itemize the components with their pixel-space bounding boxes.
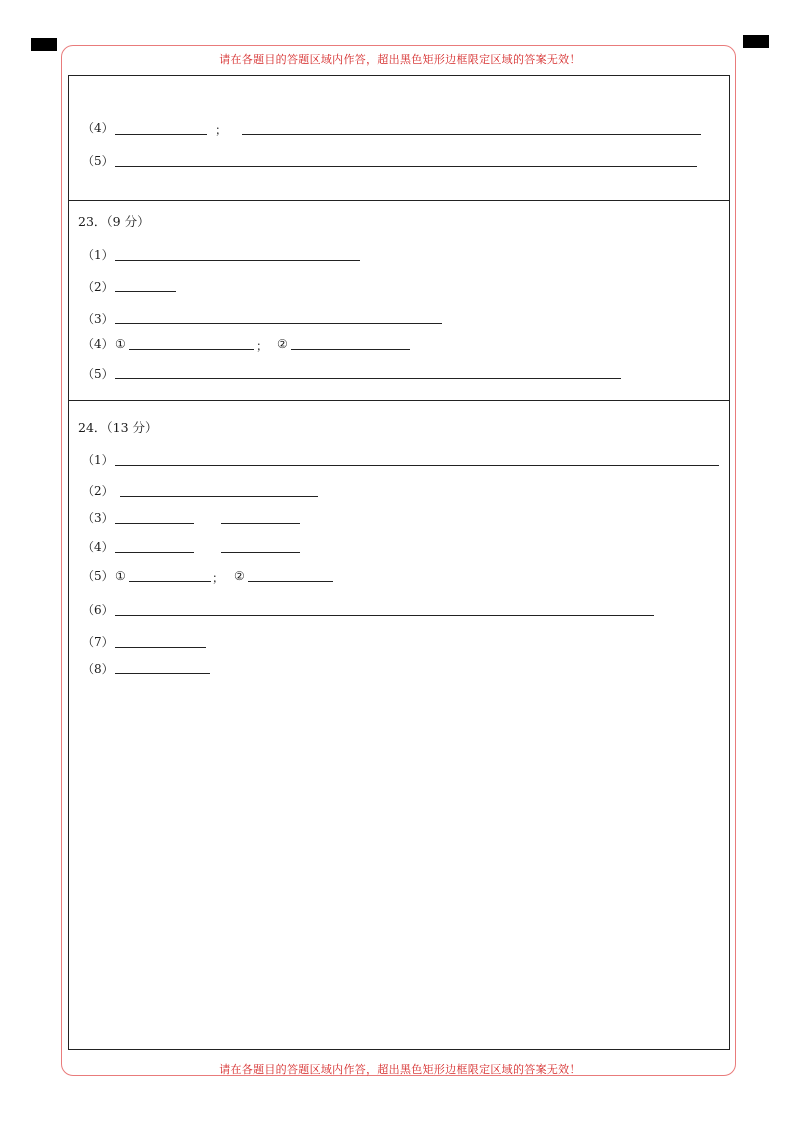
q23-item4-circle-2: ② xyxy=(277,337,288,351)
q23-item4-label: （4） xyxy=(82,337,114,351)
q23-item4-blank-1[interactable] xyxy=(129,349,254,350)
q23-item5-blank[interactable] xyxy=(115,378,621,379)
q24-item4-blank-2[interactable] xyxy=(221,552,300,553)
q24-item6-blank[interactable] xyxy=(115,615,654,616)
q23-item4-circle-1: ① xyxy=(115,337,126,351)
q24-item7-label: （7） xyxy=(82,635,114,649)
q24-item3-blank-2[interactable] xyxy=(221,523,300,524)
q24-item5-circle-1: ① xyxy=(115,569,126,583)
q24-item4-blank-1[interactable] xyxy=(115,552,194,553)
alignment-marker-left xyxy=(31,38,57,51)
q22-item5-blank[interactable] xyxy=(115,166,697,167)
q23-item4-separator: ； xyxy=(256,339,269,353)
q24-item5-circle-2: ② xyxy=(234,569,245,583)
q24-item5-blank-2[interactable] xyxy=(248,581,333,582)
q24-item8-blank[interactable] xyxy=(115,673,210,674)
q23-item5-label: （5） xyxy=(82,367,114,381)
q24-heading: 24．（13 分） xyxy=(78,420,158,435)
q22-item4-separator: ； xyxy=(215,123,228,137)
q22-item4-blank-1[interactable] xyxy=(115,134,207,135)
q23-item1-blank[interactable] xyxy=(115,260,360,261)
q24-item8-label: （8） xyxy=(82,662,114,676)
q23-item2-label: （2） xyxy=(82,280,114,294)
q24-item6-label: （6） xyxy=(82,603,114,617)
q23-heading: 23．（9 分） xyxy=(78,214,150,229)
q22-item4-blank-2[interactable] xyxy=(242,134,701,135)
q24-item5-blank-1[interactable] xyxy=(129,581,211,582)
q23-item3-label: （3） xyxy=(82,312,114,326)
q24-item2-label: （2） xyxy=(82,484,114,498)
q24-item1-label: （1） xyxy=(82,453,114,467)
q23-item4-blank-2[interactable] xyxy=(291,349,410,350)
q23-item2-blank[interactable] xyxy=(115,291,176,292)
q24-item1-blank[interactable] xyxy=(115,465,719,466)
q24-item4-label: （4） xyxy=(82,540,114,554)
q22-item4-label: （4） xyxy=(82,121,114,135)
alignment-marker-right xyxy=(743,35,769,48)
section-divider-q24 xyxy=(68,400,730,401)
answer-box xyxy=(68,75,730,1050)
q24-item2-blank[interactable] xyxy=(120,496,318,497)
q24-item5-label: （5） xyxy=(82,569,114,583)
q24-item7-blank[interactable] xyxy=(115,647,206,648)
q23-item3-blank[interactable] xyxy=(115,323,442,324)
warning-bottom: 请在各题目的答题区域内作答，超出黑色矩形边框限定区域的答案无效！ xyxy=(219,1063,581,1076)
q24-item5-separator: ； xyxy=(212,571,225,585)
q23-item1-label: （1） xyxy=(82,248,114,262)
q24-item3-blank-1[interactable] xyxy=(115,523,194,524)
section-divider-q23 xyxy=(68,200,730,201)
warning-top: 请在各题目的答题区域内作答，超出黑色矩形边框限定区域的答案无效！ xyxy=(219,53,581,66)
q22-item5-label: （5） xyxy=(82,154,114,168)
q24-item3-label: （3） xyxy=(82,511,114,525)
